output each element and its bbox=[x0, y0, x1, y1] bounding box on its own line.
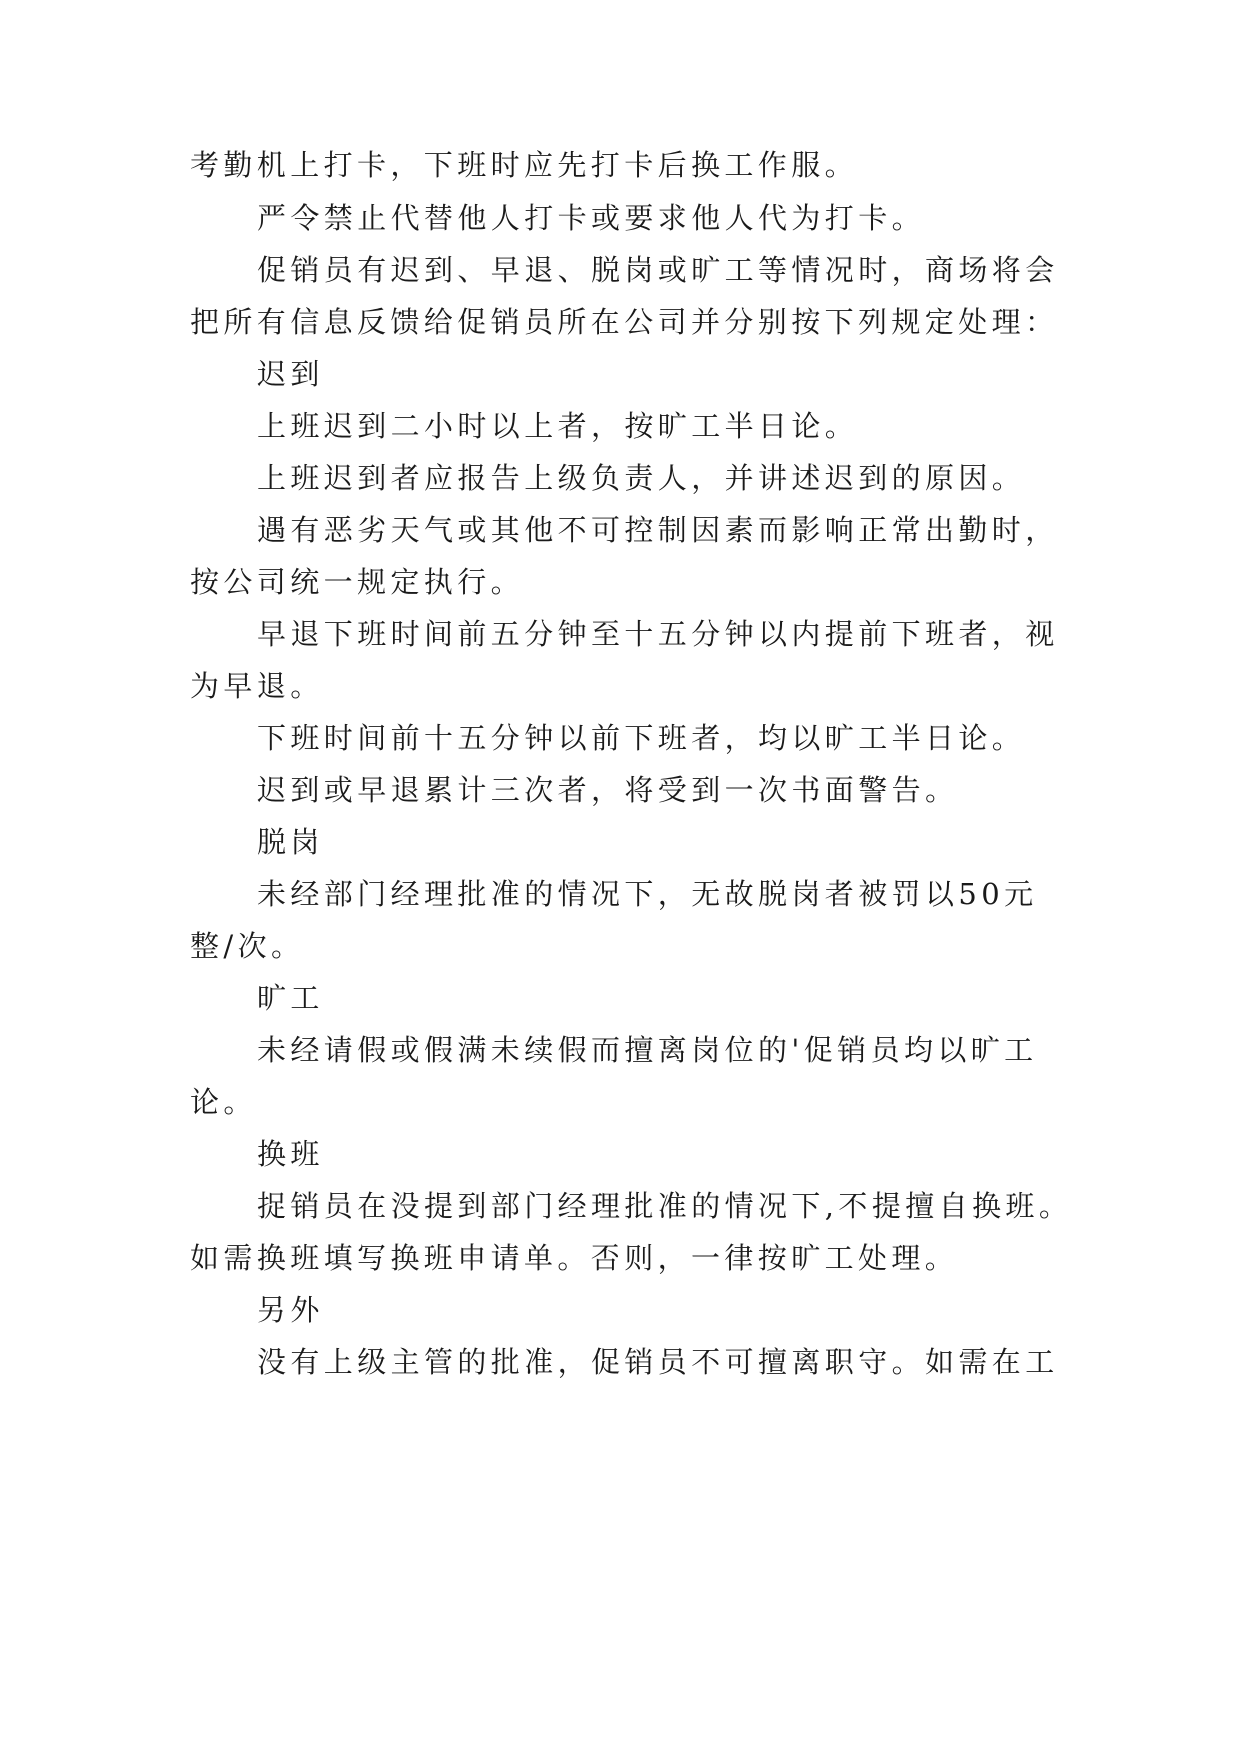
section-heading: 换班 bbox=[257, 1137, 324, 1171]
text-line: 没有上级主管的批准，促销员不可擅离职守。如需在工 bbox=[257, 1345, 1059, 1379]
text-line: 为早退。 bbox=[190, 669, 324, 703]
text-line: 遇有恶劣天气或其他不可控制因素而影响正常出勤时， bbox=[257, 513, 1059, 547]
section-heading: 迟到 bbox=[257, 357, 324, 391]
text-line: 按公司统一规定执行。 bbox=[190, 565, 525, 599]
text-line: 下班时间前十五分钟以前下班者，均以旷工半日论。 bbox=[257, 721, 1026, 755]
text-line: 促销员有迟到、早退、脱岗或旷工等情况时，商场将会 bbox=[257, 253, 1059, 287]
text-line: 把所有信息反馈给促销员所在公司并分别按下列规定处理： bbox=[190, 305, 1059, 339]
text-line: 如需换班填写换班申请单。否则，一律按旷工处理。 bbox=[190, 1241, 959, 1275]
text-line: 未经部门经理批准的情况下，无故脱岗者被罚以50元 bbox=[257, 877, 1038, 911]
text-line: 考勤机上打卡，下班时应先打卡后换工作服。 bbox=[190, 148, 859, 182]
text-line: 上班迟到二小时以上者，按旷工半日论。 bbox=[257, 409, 859, 443]
text-line: 上班迟到者应报告上级负责人，并讲述迟到的原因。 bbox=[257, 461, 1026, 495]
text-line: 未经请假或假满未续假而擅离岗位的'促销员均以旷工 bbox=[257, 1033, 1038, 1067]
text-line: 捉销员在没提到部门经理批准的情况下,不提擅自换班。 bbox=[257, 1189, 1073, 1223]
section-heading: 另外 bbox=[257, 1293, 324, 1327]
text-line: 论。 bbox=[190, 1085, 257, 1119]
text-line: 整/次。 bbox=[190, 929, 305, 963]
section-heading: 旷工 bbox=[257, 981, 324, 1015]
text-line: 早退下班时间前五分钟至十五分钟以内提前下班者，视 bbox=[257, 617, 1059, 651]
text-line: 严令禁止代替他人打卡或要求他人代为打卡。 bbox=[257, 201, 926, 235]
section-heading: 脱岗 bbox=[257, 825, 324, 859]
text-line: 迟到或早退累计三次者，将受到一次书面警告。 bbox=[257, 773, 959, 807]
